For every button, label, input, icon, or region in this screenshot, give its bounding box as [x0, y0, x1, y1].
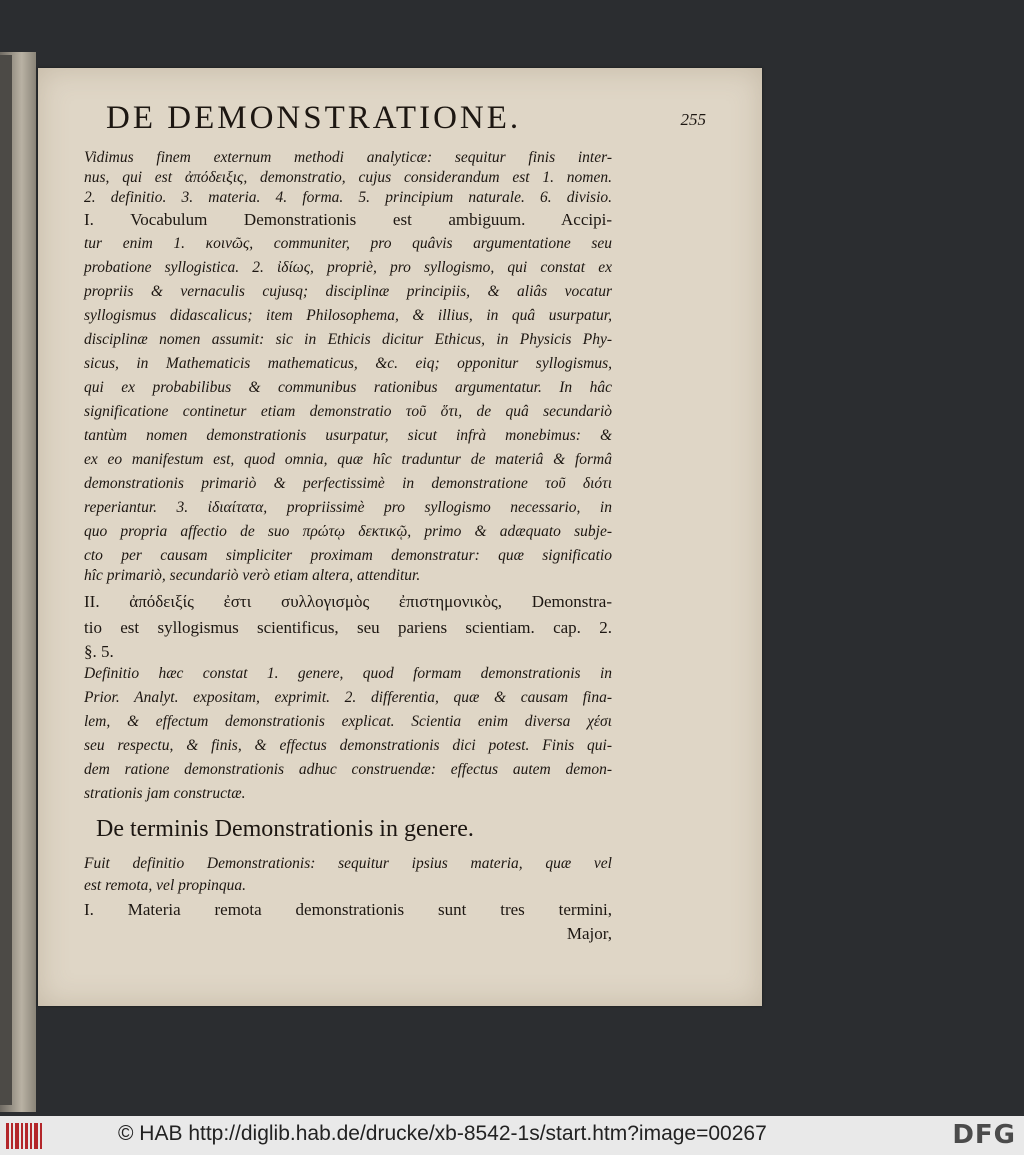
text-line: sicus, in Mathematicis mathematicus, &c. eiq; opponitur syllogismus,: [84, 355, 612, 372]
text-line: seu respectu, & finis, & effectus demonstrationis dici potest. Finis qui-: [84, 737, 612, 754]
text-line: reperiantur. 3. ἰδιαίτατα, propriissimè pro syllogismo necessario, in: [84, 499, 612, 516]
text-line: Prior. Analyt. expositam, exprimit. 2. differentia, quæ & causam fina-: [84, 689, 612, 706]
book-page: [38, 68, 762, 1006]
text-line: tur enim 1. κοινῶς, communiter, pro quâvis argumentatione seu: [84, 235, 612, 252]
text-line: ex eo manifestum est, quod omnia, quæ hîc traduntur de materiâ & formâ: [84, 451, 612, 468]
text-line: cto per causam simpliciter proximam demonstratur: quæ significatio: [84, 547, 612, 564]
text-line: I. Vocabulum Demonstrationis est ambiguum. Accipi-: [84, 210, 612, 229]
text-line: lem, & effectum demonstrationis explicat. Scientia enim diversa χέσι: [84, 713, 612, 730]
text-line: Definitio hæc constat 1. genere, quod formam demonstrationis in: [84, 665, 612, 682]
section-heading: De terminis Demonstrationis in genere.: [96, 816, 474, 842]
text-line: syllogismus didascalicus; item Philosophema, & illius, in quâ usurpatur,: [84, 307, 612, 324]
catchword: Major,: [566, 924, 612, 943]
text-line: demonstrationis primariò & perfectissimè in demonstratione τοῦ διότι: [84, 475, 612, 492]
text-line: probatione syllogistica. 2. ἰδίως, propriè, pro syllogismo, qui constat ex: [84, 259, 612, 276]
text-line: tantùm nomen demonstrationis usurpatur, sicut infrà monebimus: &: [84, 427, 612, 444]
text-line: hîc primariò, secundariò verò etiam altera, attenditur.: [84, 567, 421, 584]
text-line: qui ex probabilibus & communibus rationibus argumentatur. In hâc: [84, 379, 612, 396]
text-line: quo propria affectio de suo πρώτῳ δεκτικῷ, primo & adæquato subje-: [84, 523, 612, 540]
book-binding-edge: [0, 55, 12, 1105]
page-number: 255: [680, 110, 706, 129]
text-line: strationis jam constructæ.: [84, 785, 246, 802]
text-line: I. Materia remota demonstrationis sunt tres termini,: [84, 900, 612, 919]
text-line: 2. definitio. 3. materia. 4. forma. 5. principium naturale. 6. divisio.: [84, 189, 612, 206]
viewer-footer: [0, 1116, 1024, 1155]
copyright-link[interactable]: © HAB http://diglib.hab.de/drucke/xb-8542-1s/start.htm?image=00267: [118, 1122, 767, 1145]
text-line: est remota, vel propinqua.: [84, 877, 247, 894]
text-line: dem ratione demonstrationis adhuc construendæ: effectus autem demon-: [84, 761, 612, 778]
text-line: disciplinæ nomen assumit: sic in Ethicis dicitur Ethicus, in Physicis Phy-: [84, 331, 612, 348]
text-line: significatione continetur etiam demonstratio τοῦ ὅτι, de quâ secundariò: [84, 403, 612, 420]
text-line: propriis & vernaculis cujusq; disciplinæ principiis, & aliâs vocatur: [84, 283, 612, 300]
text-line: tio est syllogismus scientificus, seu pariens scientiam. cap. 2.: [84, 618, 612, 637]
page-header: [106, 100, 706, 144]
hab-logo-icon: [5, 1121, 45, 1151]
text-line: II. ἀπόδειξίς ἐστι συλλογισμὸς ἐπιστημονικὸς, Demonstra-: [84, 592, 612, 611]
dfg-logo: DFG: [952, 1120, 1016, 1150]
running-head: DE DEMONSTRATIONE.: [106, 100, 522, 136]
text-line: Fuit definitio Demonstrationis: sequitur ipsius materia, quæ vel: [84, 855, 612, 872]
text-line: §. 5.: [84, 642, 114, 661]
text-line: nus, qui est ἀπόδειξις, demonstratio, cujus considerandum est 1. nomen.: [84, 169, 612, 186]
text-line: Vidimus finem externum methodi analyticæ: sequitur finis inter-: [84, 149, 612, 166]
